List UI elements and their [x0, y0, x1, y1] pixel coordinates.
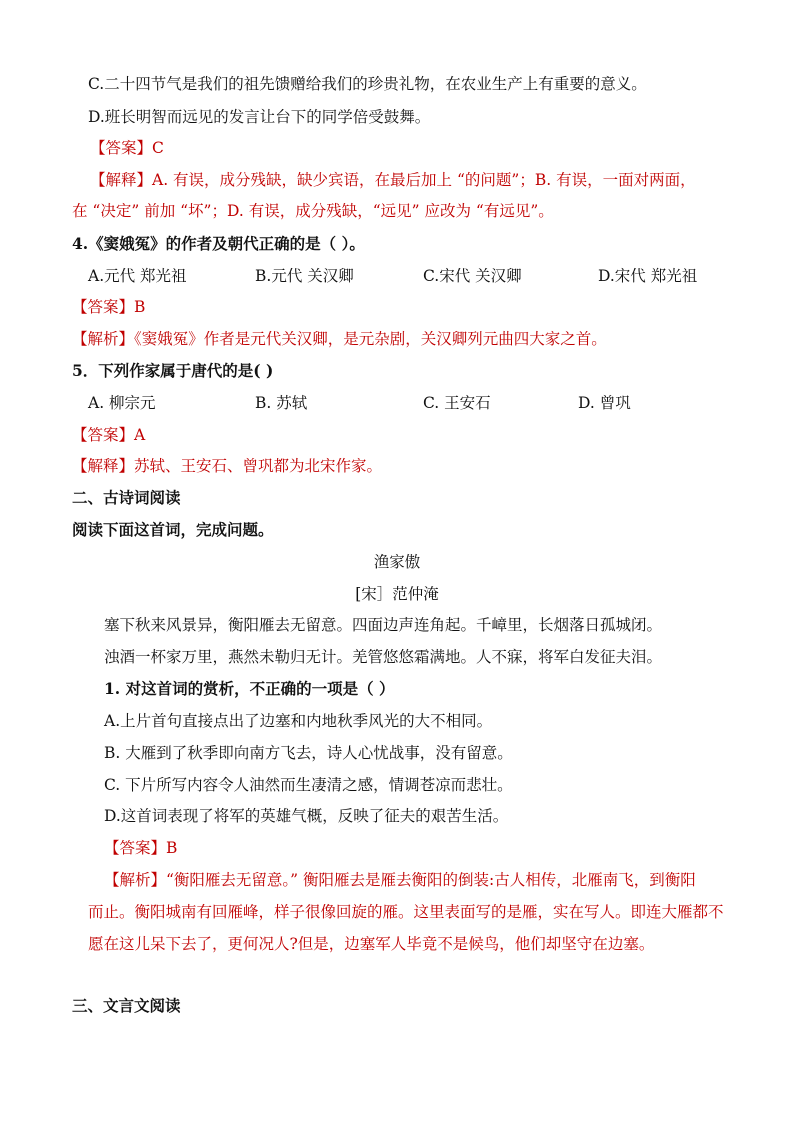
- s2-q1-explanation-line2: 而止。衡阳城南有回雁峰，样子很像回旋的雁。这里表面写的是雁，实在写人。即连大雁都不: [88, 903, 724, 921]
- poem-line-1: 塞下秋来风景异，衡阳雁去无留意。四面边声连角起。千嶂里，长烟落日孤城闭。: [104, 616, 663, 634]
- s2-q1-option-a: A.上片首句直接点出了边塞和内地秋季风光的大不相同。: [104, 712, 493, 730]
- q3-option-d: D.班长明智而远见的发言让台下的同学倍受鼓舞。: [88, 108, 431, 126]
- q4-answer: 【答案】B: [72, 298, 146, 316]
- q5-answer: 【答案】A: [72, 426, 146, 444]
- q3-answer: 【答案】C: [90, 139, 164, 157]
- poem-title: 渔家傲: [373, 553, 421, 571]
- q5-explanation: 【解释】苏轼、王安石、曾巩都为北宋作家。: [72, 457, 383, 475]
- q3-explanation-line2: 在 “决定” 前加 “坏”；D. 有误，成分残缺，“远见” 应改为 “有远见”。: [72, 202, 554, 220]
- section2-instruction: 阅读下面这首词，完成问题。: [72, 520, 274, 539]
- q4-question: 4.《窦娥冤》的作者及朝代正确的是（ ）。: [72, 234, 365, 253]
- s2-q1-option-d: D.这首词表现了将军的英雄气概，反映了征夫的艰苦生活。: [104, 807, 509, 825]
- s2-q1-option-b: B. 大雁到了秋季即向南方飞去，诗人心忧战事，没有留意。: [104, 744, 513, 762]
- q4-option-b: B.元代 关汉卿: [255, 267, 354, 285]
- section2-heading: 二、古诗词阅读: [72, 488, 181, 507]
- s2-q1-explanation-line1: 【解析】“衡阳雁去无留意。” 衡阳雁去是雁去衡阳的倒装:古人相传，北雁南飞，到衡阳: [104, 871, 696, 889]
- q4-option-d: D.宋代 郑光祖: [598, 267, 698, 285]
- s2-q1-option-c: C. 下片所写内容令人油然而生凄清之感，情调苍凉而悲壮。: [104, 776, 513, 794]
- poem-line-2: 浊酒一杯家万里，燕然未勒归无计。羌管悠悠霜满地。人不寐，将军白发征夫泪。: [104, 648, 663, 666]
- q4-option-a: A.元代 郑光祖: [88, 267, 187, 285]
- poem-author: [宋］范仲淹: [355, 585, 439, 603]
- s2-q1-answer: 【答案】B: [104, 839, 178, 857]
- q5-option-b: B. 苏轼: [255, 394, 308, 412]
- q5-option-c: C. 王安石: [423, 394, 491, 412]
- s2-q1-explanation-line3: 愿在这儿呆下去了，更何况人?但是，边塞军人毕竟不是候鸟，他们却坚守在边塞。: [88, 935, 655, 953]
- q5-question: 5．下列作家属于唐代的是( ): [72, 361, 274, 380]
- s2-q1-question: 1. 对这首词的赏析，不正确的一项是（ ）: [104, 679, 395, 698]
- q3-explanation-line1: 【解释】A. 有误，成分残缺，缺少宾语，在最后加上 “的问题”；B. 有误，一面对两面，: [90, 171, 696, 189]
- section3-heading: 三、文言文阅读: [72, 996, 181, 1015]
- q5-option-a: A. 柳宗元: [88, 394, 156, 412]
- q4-explanation: 【解析】《窦娥冤》作者是元代关汉卿，是元杂剧，关汉卿列元曲四大家之首。: [72, 330, 607, 348]
- q3-option-c: C.二十四节气是我们的祖先馈赠给我们的珍贵礼物，在农业生产上有重要的意义。: [88, 75, 647, 93]
- q4-option-c: C.宋代 关汉卿: [423, 267, 522, 285]
- q5-option-d: D. 曾巩: [578, 394, 631, 412]
